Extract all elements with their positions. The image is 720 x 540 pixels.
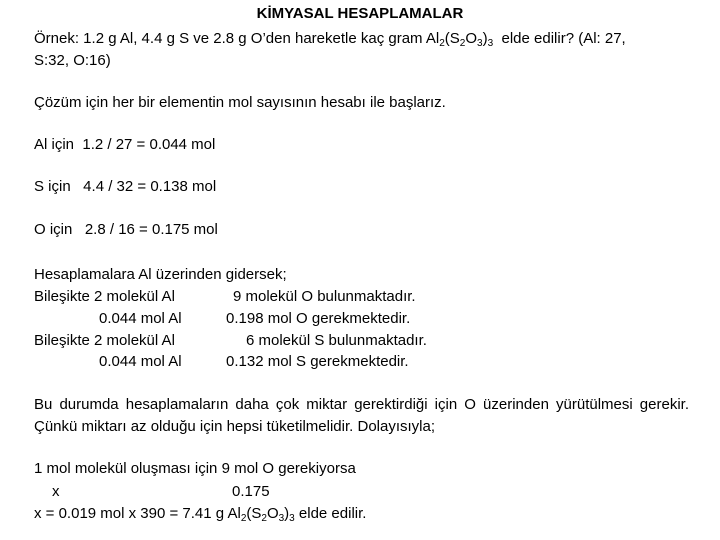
- formula-close: ): [482, 30, 488, 47]
- final-result-prefix: x = 0.019 mol x 390 = 7.41 g Al: [34, 505, 241, 522]
- row4-right: 0.132 mol S gerekmektedir.: [226, 353, 409, 370]
- result-al-subscript: 2: [240, 513, 247, 524]
- row2-right: 0.198 mol O gerekmektedir.: [226, 310, 411, 327]
- calc-s: S için 4.4 / 32 = 0.138 mol: [34, 178, 217, 195]
- result-s-subscript: 2: [261, 513, 267, 524]
- row3-left: Bileşikte 2 molekül Al: [34, 332, 175, 349]
- result-open: (S: [246, 505, 262, 522]
- formula-al-subscript: 2: [439, 38, 445, 49]
- row3-right: 6 molekül S bulunmaktadır.: [246, 332, 427, 349]
- calc-al: Al için 1.2 / 27 = 0.044 mol: [34, 136, 216, 153]
- formula-s-subscript: 2: [459, 38, 466, 49]
- row1-right: 9 molekül O bulunmaktadır.: [233, 288, 416, 305]
- calc-o: O için 2.8 / 16 = 0.175 mol: [34, 221, 218, 238]
- page-title: KİMYASAL HESAPLAMALAR: [256, 5, 464, 22]
- result-o: O: [266, 505, 279, 522]
- row2-left: 0.044 mol Al: [99, 310, 182, 327]
- example-question-line2: S:32, O:16): [34, 52, 111, 69]
- table-heading: Hesaplamalara Al üzerinden gidersek;: [34, 266, 287, 283]
- example-question-line1: [34, 29, 626, 49]
- result-o-subscript: 3: [278, 513, 285, 524]
- final-line1: 1 mol molekül oluşması için 9 mol O gerekiyorsa: [34, 460, 356, 477]
- formula-outer-subscript: 3: [487, 38, 494, 49]
- final-x-label: x: [52, 483, 60, 500]
- final-result-suffix: elde edilir.: [294, 505, 367, 522]
- row1-left: Bileşikte 2 molekül Al: [34, 288, 175, 305]
- example-suffix: elde edilir? (Al: 27,: [493, 30, 626, 47]
- final-x-value: 0.175: [232, 483, 270, 500]
- row4-left: 0.044 mol Al: [99, 353, 182, 370]
- result-outer-subscript: 3: [289, 513, 295, 524]
- formula-o: O: [465, 30, 478, 47]
- formula-open: (S: [444, 30, 460, 47]
- conclusion-paragraph: Bu durumda hesaplamaların daha çok miktar gerektirdiği için O üzerinden yürütülmesi gerekir. Çünkü miktarı az olduğu için hepsi tüketilmelidir. Dolayısıyla;: [34, 396, 689, 435]
- example-prefix: Örnek: 1.2 g Al, 4.4 g S ve 2.8 g O’den hareketle kaç gram Al: [34, 30, 440, 47]
- result-close: ): [284, 505, 290, 522]
- formula-o-subscript: 3: [477, 38, 483, 49]
- intro-text: Çözüm için her bir elementin mol sayısının hesabı ile başlarız.: [34, 94, 446, 111]
- final-result: [34, 504, 366, 524]
